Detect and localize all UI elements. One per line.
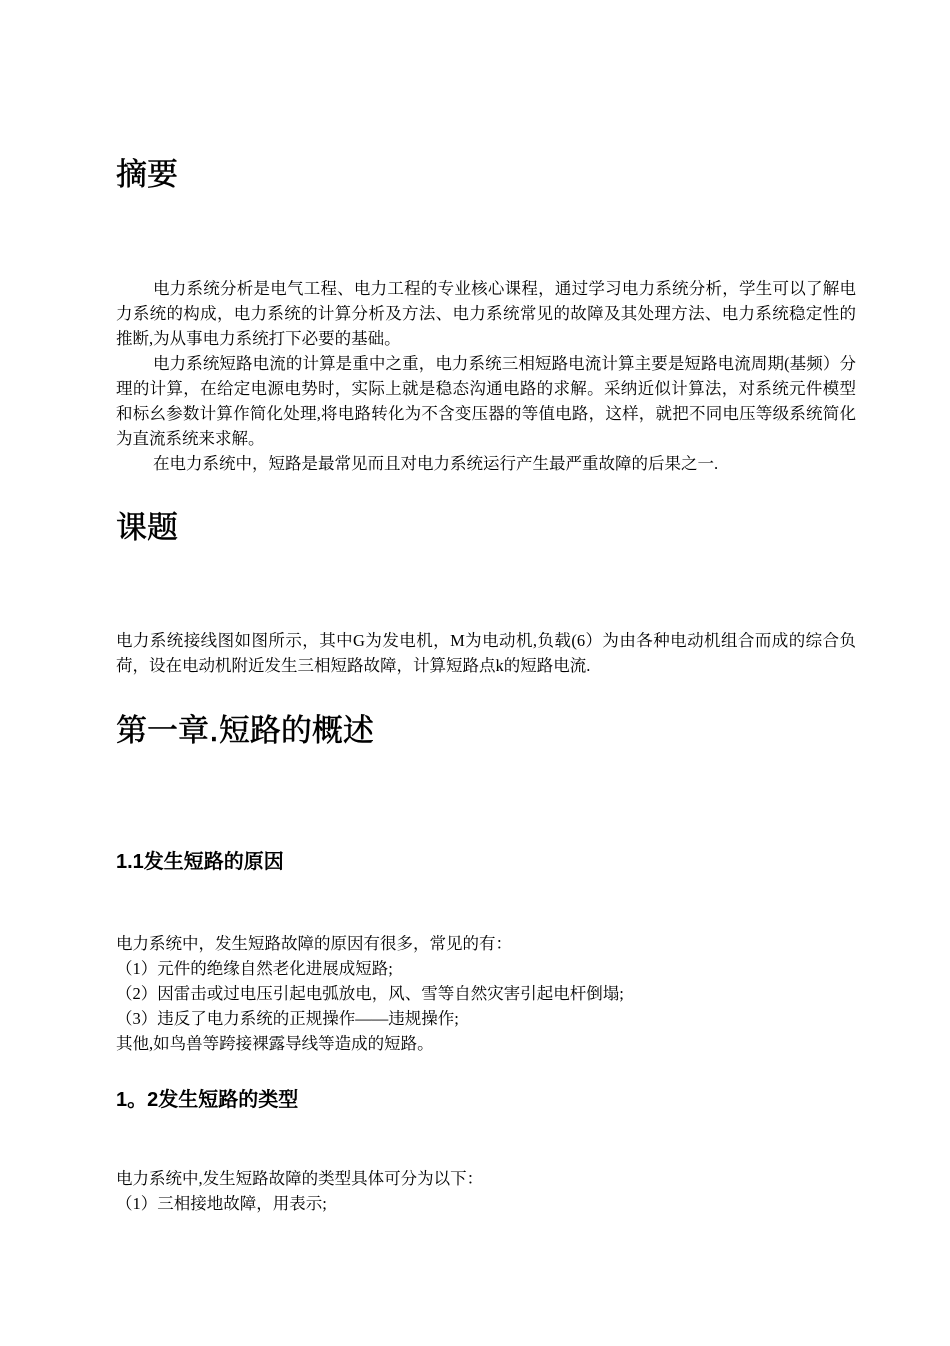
section2-heading: 1。2发生短路的类型 bbox=[116, 1089, 299, 1111]
section1-heading: 1.1发生短路的原因 bbox=[116, 851, 284, 873]
topic-body bbox=[116, 628, 856, 678]
abstract-body bbox=[116, 276, 856, 476]
section2-line: 电力系统中,发生短路故障的类型具体可分为以下： bbox=[116, 1169, 484, 1188]
section1-body bbox=[116, 931, 856, 1056]
section1-line: （2）因雷击或过电压引起电弧放电，风、雪等自然灾害引起电杆倒塌; bbox=[116, 984, 624, 1003]
abstract-paragraph-3: 在电力系统中，短路是最常见而且对电力系统运行产生最严重故障的后果之一. bbox=[153, 454, 719, 473]
topic-paragraph: 电力系统接线图如图所示，其中G为发电机，M为电动机,负载(6）为由各种电动机组合而成的综合负荷，设在电动机附近发生三相短路故障，计算短路点k的短路电流. bbox=[116, 631, 856, 675]
section1-line: （3）违反了电力系统的正规操作——违规操作; bbox=[116, 1009, 459, 1028]
abstract-heading: 摘要 bbox=[116, 157, 178, 193]
chapter1-heading: 第一章.短路的概述 bbox=[116, 713, 374, 749]
topic-heading: 课题 bbox=[116, 510, 178, 546]
section1-line: （1）元件的绝缘自然老化进展成短路; bbox=[116, 959, 393, 978]
abstract-paragraph-1: 电力系统分析是电气工程、电力工程的专业核心课程，通过学习电力系统分析，学生可以了解电力系统的构成，电力系统的计算分析及方法、电力系统常见的故障及其处理方法、电力系统稳定性的推断,为从事电力系统打下必要的基础。 bbox=[116, 279, 856, 348]
section1-line: 电力系统中，发生短路故障的原因有很多，常见的有： bbox=[116, 934, 512, 953]
section1-line: 其他,如鸟兽等跨接裸露导线等造成的短路。 bbox=[116, 1034, 434, 1053]
abstract-paragraph-2: 电力系统短路电流的计算是重中之重，电力系统三相短路电流计算主要是短路电流周期(基频）分理的计算，在给定电源电势时，实际上就是稳态沟通电路的求解。采纳近似计算法，对系统元件模型和标幺参数计算作简化处理,将电路转化为不含变压器的等值电路，这样，就把不同电压等级系统简化为直流系统来求解。 bbox=[116, 354, 856, 448]
section2-line: （1）三相接地故障，用表示; bbox=[116, 1194, 327, 1213]
section2-body bbox=[116, 1166, 856, 1216]
